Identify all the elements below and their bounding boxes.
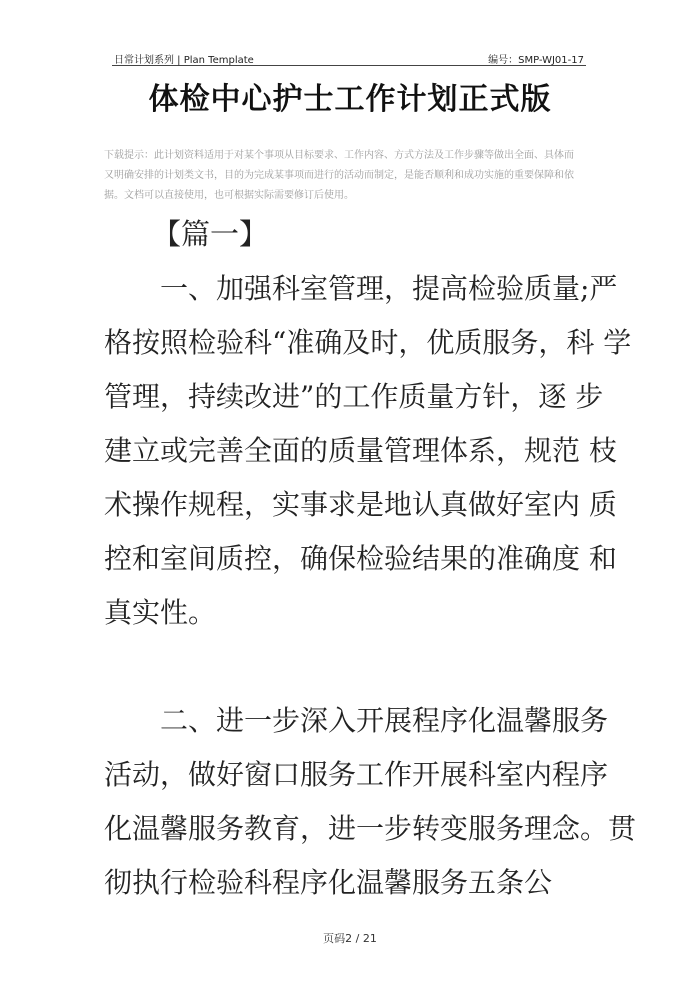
body-line: 化温馨服务教育，进一步转变服务理念。贯 <box>104 812 637 845</box>
body-line: 真实性。 <box>104 596 217 629</box>
body-line: 控和室间质控，确保检验结果的准确度 和 <box>104 542 617 575</box>
body-line: 管理，持续改进”的工作质量方针，逐 步 <box>104 380 604 413</box>
body-line: 活动，做好窗口服务工作开展科室内程序 <box>104 758 609 791</box>
section-heading: 【篇一】 <box>152 217 269 251</box>
download-notice <box>104 146 596 206</box>
body-line: 二、进一步深入开展程序化温馨服务 <box>104 704 609 737</box>
document-body <box>104 262 637 910</box>
body-line: 格按照检验科“准确及时，优质服务，科 学 <box>104 326 632 359</box>
page-footer <box>0 930 700 946</box>
notice-line: 又明确安排的计划类文书，目的为完成某事项而进行的活动而制定，是能否顺利和成功实施的重要保障和依 <box>104 170 574 181</box>
body-line: 彻执行检验科程序化温馨服务五条公 <box>104 866 553 899</box>
page-number-label: 页码 <box>323 932 346 945</box>
notice-line: 下载提示：此计划资料适用于对某个事项从目标要求、工作内容、方式方法及工作步骤等做出全面、具体而 <box>104 150 574 161</box>
page-header <box>112 51 586 66</box>
body-line: 一、加强科室管理，提高检验质量;严 <box>104 272 618 305</box>
document-title: 体检中心护士工作计划正式版 <box>148 82 552 117</box>
paragraph-gap <box>104 640 596 694</box>
header-series-label: 日常计划系列 | Plan Template <box>114 55 254 66</box>
header-doc-number: 编号：SMP-WJ01-17 <box>488 55 584 66</box>
notice-line: 据。文档可以直接使用，也可根据实际需要修订后使用。 <box>104 190 354 201</box>
page-number: 2 / 21 <box>345 932 377 945</box>
body-line: 建立或完善全面的质量管理体系，规范 枝 <box>104 434 617 467</box>
body-line: 术操作规程，实事求是地认真做好室内 质 <box>104 488 617 521</box>
